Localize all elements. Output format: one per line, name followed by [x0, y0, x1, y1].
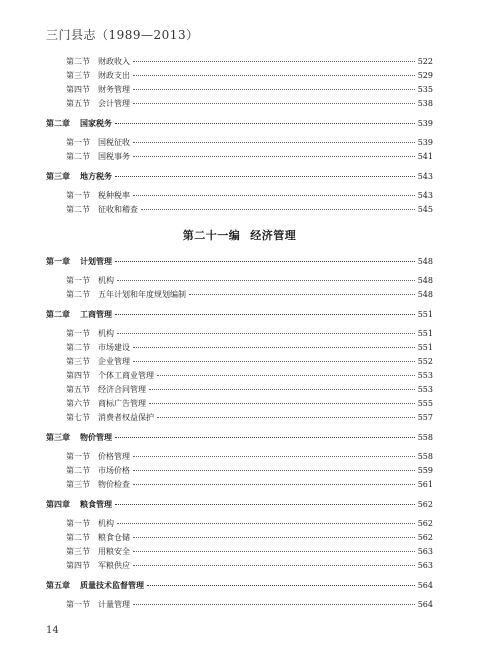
- toc-chapter-entry: [46, 169, 433, 183]
- toc-section-entry: [46, 559, 433, 573]
- entry-number: 第二节: [66, 205, 90, 214]
- toc-section-entry: [46, 478, 433, 492]
- entry-title: 会计管理: [98, 99, 130, 108]
- dot-leader: [115, 123, 415, 124]
- part-heading: [46, 223, 433, 249]
- toc-section-entry: [46, 288, 433, 302]
- entry-number: 第三章: [46, 432, 70, 442]
- dot-leader: [149, 389, 415, 390]
- toc-section-entry: [46, 83, 433, 97]
- entry-page-number: 538: [417, 99, 433, 108]
- entry-page-number: 553: [417, 371, 433, 380]
- entry-title: 财政收入: [98, 57, 130, 66]
- entry-page-number: 539: [417, 138, 433, 147]
- entry-page-number: 551: [417, 329, 433, 338]
- toc-section-entry: [46, 517, 433, 531]
- entry-title: 工商管理: [80, 309, 112, 319]
- entry-page-number: 548: [417, 276, 433, 285]
- entry-page-number: 563: [417, 547, 433, 556]
- entry-number: 第二节: [66, 57, 90, 66]
- entry-number: 第六节: [66, 399, 90, 408]
- entry-title: 物价管理: [80, 432, 112, 442]
- dot-leader: [117, 280, 415, 281]
- toc-section-entry: [46, 97, 433, 111]
- table-of-contents: [46, 55, 433, 612]
- dot-leader: [133, 484, 415, 485]
- toc-chapter-entry: [46, 578, 433, 592]
- toc-chapter-entry: [46, 497, 433, 511]
- entry-title: 消费者权益保护: [98, 413, 154, 422]
- entry-number: 第五章: [46, 580, 70, 590]
- entry-page-number: 548: [417, 257, 433, 266]
- dot-leader: [133, 604, 415, 605]
- entry-number: 第三节: [66, 357, 90, 366]
- entry-page-number: 555: [417, 399, 433, 408]
- entry-title: 机构: [98, 329, 114, 338]
- toc-chapter-entry: [46, 307, 433, 321]
- entry-title: 国家税务: [80, 118, 112, 128]
- dot-leader: [133, 347, 415, 348]
- entry-page-number: 543: [417, 172, 433, 181]
- entry-page-number: 539: [417, 119, 433, 128]
- dot-leader: [117, 333, 415, 334]
- page-number: 14: [46, 625, 59, 636]
- entry-page-number: 557: [417, 413, 433, 422]
- entry-page-number: 548: [417, 290, 433, 299]
- toc-section-entry: [46, 397, 433, 411]
- dot-leader: [147, 585, 415, 586]
- entry-title: 粮食管理: [80, 499, 112, 509]
- entry-title: 国税事务: [98, 152, 130, 161]
- toc-section-entry: [46, 450, 433, 464]
- toc-chapter-entry: [46, 116, 433, 130]
- entry-title: 军粮供应: [98, 561, 130, 570]
- toc-section-entry: [46, 189, 433, 203]
- dot-leader: [115, 314, 415, 315]
- entry-number: 第二节: [66, 290, 90, 299]
- entry-page-number: 551: [417, 310, 433, 319]
- entry-number: 第二节: [66, 466, 90, 475]
- running-header-title: 三门县志（1989—2013）: [46, 28, 199, 42]
- part-number: 第二十一编: [182, 229, 241, 242]
- toc-section-entry: [46, 150, 433, 164]
- entry-page-number: 561: [417, 480, 433, 489]
- entry-number: 第四节: [66, 561, 90, 570]
- toc-section-entry: [46, 598, 433, 612]
- dot-leader: [133, 565, 415, 566]
- entry-title: 机构: [98, 519, 114, 528]
- entry-title: 征收和稽查: [98, 205, 138, 214]
- toc-section-entry: [46, 55, 433, 69]
- toc-section-entry: [46, 341, 433, 355]
- dot-leader: [141, 209, 415, 210]
- dot-leader: [149, 403, 415, 404]
- entry-title: 国税征收: [98, 138, 130, 147]
- entry-number: 第四章: [46, 499, 70, 509]
- part-title: 经济管理: [250, 229, 297, 242]
- entry-number: 第三节: [66, 547, 90, 556]
- entry-number: 第一章: [46, 256, 70, 266]
- entry-number: 第一节: [66, 329, 90, 338]
- dot-leader: [133, 75, 415, 76]
- entry-page-number: 541: [417, 152, 433, 161]
- dot-leader: [157, 417, 415, 418]
- dot-leader: [133, 456, 415, 457]
- entry-page-number: 564: [417, 581, 433, 590]
- entry-page-number: 562: [417, 519, 433, 528]
- toc-section-entry: [46, 203, 433, 217]
- entry-title: 财政支出: [98, 71, 130, 80]
- entry-number: 第四节: [66, 371, 90, 380]
- dot-leader: [115, 504, 415, 505]
- entry-page-number: 558: [417, 452, 433, 461]
- entry-title: 五年计划和年度规划编制: [98, 290, 186, 299]
- entry-number: 第七节: [66, 413, 90, 422]
- dot-leader: [133, 142, 415, 143]
- dot-leader: [115, 437, 415, 438]
- toc-chapter-entry: [46, 430, 433, 444]
- entry-title: 质量技术监督管理: [80, 580, 144, 590]
- entry-title: 计量管理: [98, 600, 130, 609]
- dot-leader: [133, 551, 415, 552]
- entry-number: 第二节: [66, 533, 90, 542]
- entry-page-number: 545: [417, 205, 433, 214]
- toc-section-entry: [46, 464, 433, 478]
- entry-page-number: 522: [417, 57, 433, 66]
- entry-title: 市场建设: [98, 343, 130, 352]
- entry-title: 经济合同管理: [98, 385, 146, 394]
- entry-title: 粮食仓储: [98, 533, 130, 542]
- entry-number: 第二节: [66, 152, 90, 161]
- entry-title: 物价检查: [98, 480, 130, 489]
- entry-number: 第二章: [46, 118, 70, 128]
- dot-leader: [117, 523, 415, 524]
- entry-number: 第四节: [66, 85, 90, 94]
- entry-number: 第二节: [66, 343, 90, 352]
- toc-section-entry: [46, 383, 433, 397]
- entry-title: 财务管理: [98, 85, 130, 94]
- dot-leader: [189, 294, 415, 295]
- entry-number: 第五节: [66, 99, 90, 108]
- entry-page-number: 543: [417, 191, 433, 200]
- entry-page-number: 553: [417, 385, 433, 394]
- entry-number: 第三节: [66, 480, 90, 489]
- entry-page-number: 562: [417, 533, 433, 542]
- entry-number: 第二章: [46, 309, 70, 319]
- entry-title: 企业管理: [98, 357, 130, 366]
- entry-title: 个体工商业管理: [98, 371, 154, 380]
- entry-number: 第五节: [66, 385, 90, 394]
- dot-leader: [115, 261, 415, 262]
- dot-leader: [133, 89, 415, 90]
- entry-title: 税种税率: [98, 191, 130, 200]
- dot-leader: [133, 61, 415, 62]
- toc-section-entry: [46, 274, 433, 288]
- entry-number: 第一节: [66, 276, 90, 285]
- entry-title: 计划管理: [80, 256, 112, 266]
- entry-title: 地方税务: [80, 171, 112, 181]
- dot-leader: [133, 470, 415, 471]
- entry-page-number: 559: [417, 466, 433, 475]
- entry-page-number: 551: [417, 343, 433, 352]
- entry-number: 第一节: [66, 600, 90, 609]
- entry-number: 第一节: [66, 191, 90, 200]
- entry-number: 第三章: [46, 171, 70, 181]
- entry-page-number: 563: [417, 561, 433, 570]
- entry-number: 第一节: [66, 452, 90, 461]
- entry-page-number: 552: [417, 357, 433, 366]
- dot-leader: [157, 375, 415, 376]
- dot-leader: [133, 103, 415, 104]
- dot-leader: [115, 176, 415, 177]
- entry-number: 第一节: [66, 519, 90, 528]
- entry-title: 机构: [98, 276, 114, 285]
- toc-chapter-entry: [46, 254, 433, 268]
- toc-section-entry: [46, 136, 433, 150]
- toc-section-entry: [46, 369, 433, 383]
- toc-section-entry: [46, 69, 433, 83]
- entry-title: 市场价格: [98, 466, 130, 475]
- entry-page-number: 564: [417, 600, 433, 609]
- entry-title: 商标广告管理: [98, 399, 146, 408]
- dot-leader: [133, 156, 415, 157]
- entry-number: 第一节: [66, 138, 90, 147]
- toc-section-entry: [46, 545, 433, 559]
- dot-leader: [133, 361, 415, 362]
- toc-section-entry: [46, 531, 433, 545]
- dot-leader: [133, 537, 415, 538]
- entry-title: 价格管理: [98, 452, 130, 461]
- dot-leader: [133, 195, 415, 196]
- toc-section-entry: [46, 411, 433, 425]
- toc-section-entry: [46, 327, 433, 341]
- entry-title: 用粮安全: [98, 547, 130, 556]
- entry-page-number: 535: [417, 85, 433, 94]
- entry-page-number: 558: [417, 433, 433, 442]
- entry-page-number: 562: [417, 500, 433, 509]
- entry-page-number: 529: [417, 71, 433, 80]
- toc-section-entry: [46, 355, 433, 369]
- entry-number: 第三节: [66, 71, 90, 80]
